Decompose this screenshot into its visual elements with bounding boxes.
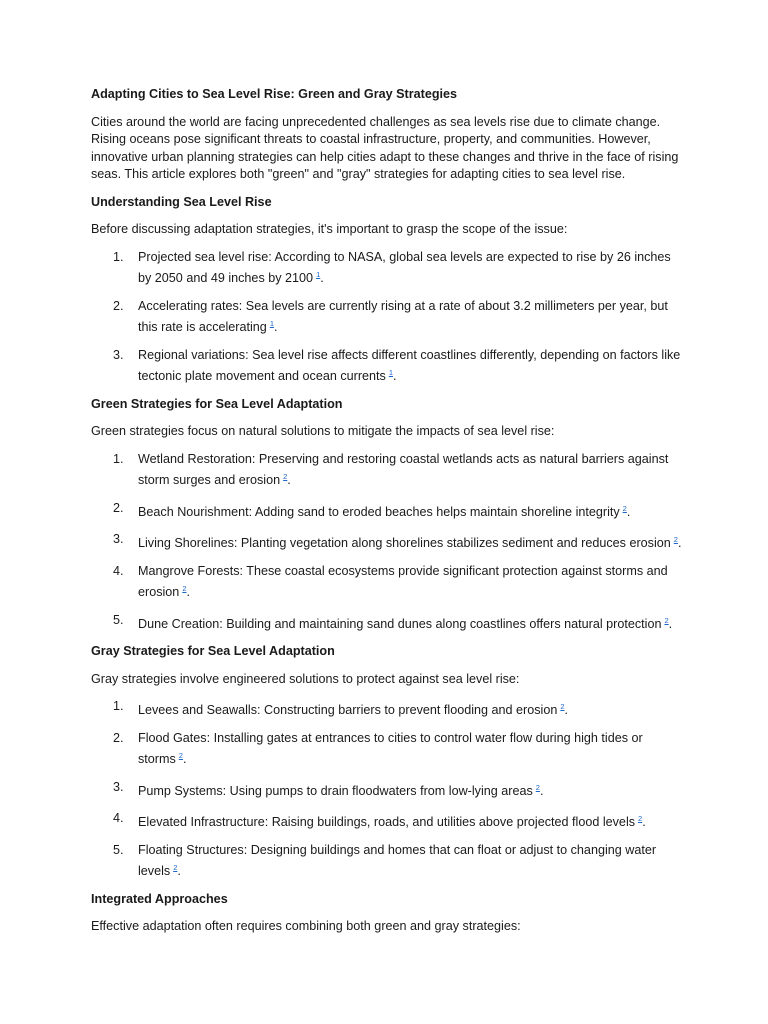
list-item: 4. Elevated Infrastructure: Raising buildings, roads, and utilities above projected flood levels $^2$. (113, 811, 646, 829)
section-heading-understanding: Understanding Sea Level Rise (91, 194, 272, 209)
list-item: 3. Regional variations: Sea level rise affects different coastlines differently, depending on factors like tectonic plate movement and ocean currents $^1$. (113, 347, 681, 383)
list-item: 4. Mangrove Forests: These coastal ecosystems provide significant protection against storms and erosion $^2$. (113, 563, 668, 599)
section-lead-gray: Gray strategies involve engineered solutions to protect against sea level rise: (91, 671, 520, 686)
list-number: 4. (113, 563, 124, 578)
section-heading-integrated: Integrated Approaches (91, 891, 228, 906)
list-number: 2. (113, 500, 124, 515)
section-heading-gray: Gray Strategies for Sea Level Adaptation (91, 644, 335, 658)
list-item: 5. Dune Creation: Building and maintaining sand dunes along coastlines offers natural protection $^2$. (113, 612, 673, 631)
section-lead-green: Green strategies focus on natural solutions to mitigate the impacts of sea level rise: (91, 424, 555, 438)
intro-paragraph: Cities around the world are facing unprecedented challenges as sea levels rise due to climate change. Rising oceans pose significant threats to coastal infrastructure, property, and communities. However, innovative urban planning strategies can help cities adapt to these changes and thrive in the face of rising seas. This article explores both "green" and "gray" strategies for adapting cities to sea level rise. (91, 114, 679, 181)
list-item-text: Elevated Infrastructure: Raising buildings, roads, and utilities above projected flood levels (138, 815, 636, 829)
footnote-link[interactable]: 2 (664, 615, 669, 625)
list-item: 5. Floating Structures: Designing buildings and homes that can float or adjust to changing water levels $^2$. (113, 842, 657, 878)
list-item-text: Projected sea level rise: According to NASA, global sea levels are expected to rise by 26 inches by 2050 and 49 inches by 2100 (138, 249, 671, 285)
list-item-text: Levees and Seawalls: Constructing barriers to prevent flooding and erosion (138, 703, 558, 717)
footnote-link[interactable]: 2 (173, 863, 178, 872)
list-item: 3. Pump Systems: Using pumps to drain floodwaters from low-lying areas $^2$. (113, 779, 544, 798)
list-number: 5. (113, 842, 124, 857)
list-number: 1. (113, 699, 124, 713)
list-green (91, 451, 683, 634)
list-item: 2. Beach Nourishment: Adding sand to eroded beaches helps maintain shoreline integrity $^2$. (113, 500, 631, 519)
list-number: 2. (113, 298, 124, 313)
list-item-text: Pump Systems: Using pumps to drain floodwaters from low-lying areas (138, 783, 533, 798)
section-heading-green: Green Strategies for Sea Level Adaptation (91, 396, 343, 411)
section-lead-understanding: Before discussing adaptation strategies, it's important to grasp the scope of the issue: (91, 222, 568, 236)
list-item-text: Accelerating rates: Sea levels are currently rising at a rate of about 3.2 millimeters per year, but this rate is accelerating (138, 298, 668, 334)
list-number: 3. (113, 779, 124, 794)
footnote-link[interactable]: 1 (388, 368, 393, 377)
list-item: 2. Flood Gates: Installing gates at entrances to cities to control water flow during high tides or storms $^2$. (113, 730, 643, 766)
list-number: 4. (113, 811, 124, 825)
footnote-link[interactable]: 2 (638, 814, 643, 823)
section-lead-integrated: Effective adaptation often requires combining both green and gray strategies: (91, 919, 521, 933)
footnote-link[interactable]: 2 (535, 782, 540, 792)
list-item-text: Beach Nourishment: Adding sand to eroded beaches helps maintain shoreline integrity (138, 504, 620, 519)
list-item: 1. Wetland Restoration: Preserving and restoring coastal wetlands acts as natural barriers against storm surges and erosion $^2$. (113, 451, 669, 487)
list-number: 1. (113, 249, 124, 264)
list-item-text: Flood Gates: Installing gates at entrances to cities to control water flow during high tides or storms (138, 730, 643, 766)
footnote-link[interactable]: 1 (269, 319, 274, 328)
document-page (91, 86, 683, 946)
list-gray (91, 698, 683, 881)
list-understanding (91, 249, 683, 386)
footnote-link[interactable]: 2 (673, 535, 678, 544)
list-number: 2. (113, 730, 124, 745)
document-title: Adapting Cities to Sea Level Rise: Green and Gray Strategies (91, 87, 458, 101)
list-number: 5. (113, 612, 124, 627)
list-item-text: Floating Structures: Designing buildings and homes that can float or adjust to changing water levels (138, 842, 657, 878)
list-item: 3. Living Shorelines: Planting vegetation along shorelines stabilizes sediment and reduces erosion $^2$. (113, 532, 682, 550)
list-item: 1. Projected sea level rise: According to NASA, global sea levels are expected to rise by 26 inches by 2050 and 49 inches by 2100 $^1$. (113, 249, 671, 285)
list-item: 1. Levees and Seawalls: Constructing barriers to prevent flooding and erosion $^2$. (113, 699, 569, 717)
footnote-link[interactable]: 2 (283, 472, 288, 481)
list-number: 3. (113, 347, 124, 362)
footnote-link[interactable]: 2 (560, 702, 565, 711)
footnote-link[interactable]: 1 (316, 270, 321, 279)
list-item: 2. Accelerating rates: Sea levels are currently rising at a rate of about 3.2 millimeters per year, but this rate is accelerating $^1$. (113, 298, 668, 334)
list-number: 1. (113, 451, 124, 466)
footnote-link[interactable]: 2 (178, 751, 183, 760)
list-number: 3. (113, 532, 124, 546)
list-item-text: Living Shorelines: Planting vegetation along shorelines stabilizes sediment and reduces erosion (138, 536, 671, 550)
footnote-link[interactable]: 2 (182, 584, 187, 593)
list-item-text: Wetland Restoration: Preserving and restoring coastal wetlands acts as natural barriers against storm surges and erosion (138, 451, 669, 487)
list-item-text: Mangrove Forests: These coastal ecosystems provide significant protection against storms and erosion (138, 563, 668, 599)
list-item-text: Regional variations: Sea level rise affects different coastlines differently, depending on factors like tectonic plate movement and ocean currents (138, 347, 681, 383)
footnote-link[interactable]: 2 (622, 503, 627, 513)
list-item-text: Dune Creation: Building and maintaining sand dunes along coastlines offers natural protection (138, 616, 662, 631)
